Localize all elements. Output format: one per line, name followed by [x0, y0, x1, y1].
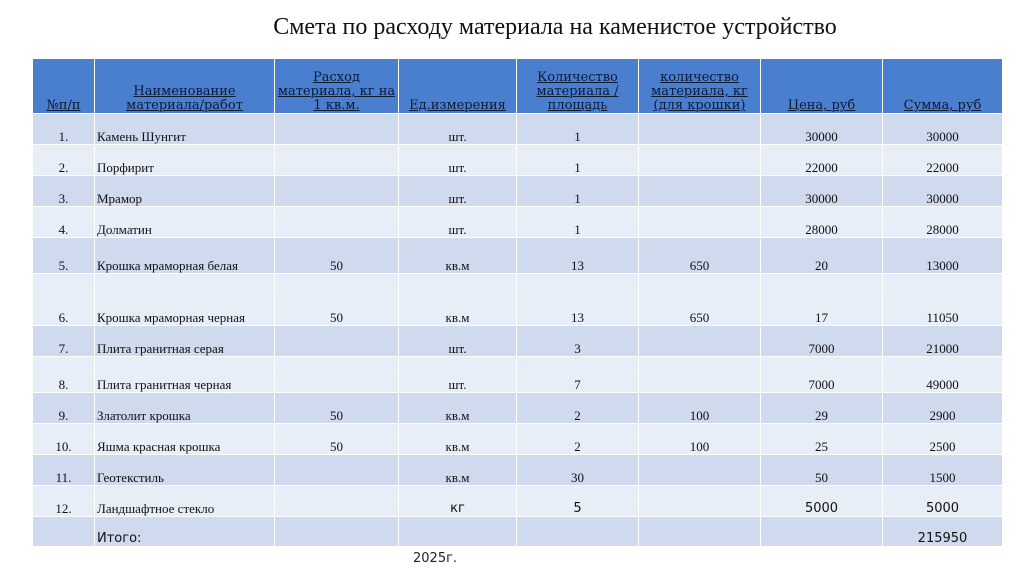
cell-sum: 2500	[883, 424, 1003, 455]
cell-num: 2.	[33, 145, 95, 176]
cell-unit: шт.	[399, 357, 517, 393]
cell-name: Яшма красная крошка	[95, 424, 275, 455]
cell-price: 25	[761, 424, 883, 455]
header-row	[33, 59, 1003, 114]
cell-unit: шт.	[399, 176, 517, 207]
cell-price: 7000	[761, 357, 883, 393]
header-rate: Расход материала, кг на 1 кв.м.	[275, 59, 399, 114]
cell-unit: кв.м	[399, 238, 517, 274]
footer-year: 2025г.	[413, 551, 458, 566]
cell-rate: 50	[275, 424, 399, 455]
cell-sum: 5000	[883, 486, 1003, 517]
cell-chips	[639, 114, 761, 145]
table-row	[33, 393, 1003, 424]
cell-chips: 100	[639, 393, 761, 424]
cell-name: Плита гранитная черная	[95, 357, 275, 393]
estimate-table-container	[32, 58, 1002, 547]
cell-num: 11.	[33, 455, 95, 486]
table-row	[33, 424, 1003, 455]
cell-name: Ландшафтное стекло	[95, 486, 275, 517]
cell-unit: шт.	[399, 145, 517, 176]
cell-name: Крошка мраморная черная	[95, 274, 275, 326]
cell-name: Златолит крошка	[95, 393, 275, 424]
cell-chips	[639, 145, 761, 176]
cell-sum: 21000	[883, 326, 1003, 357]
cell-price: 17	[761, 274, 883, 326]
cell-num: 7.	[33, 326, 95, 357]
cell-price: 5000	[761, 486, 883, 517]
cell-rate: 50	[275, 274, 399, 326]
header-unit: Ед.измерения	[399, 59, 517, 114]
table-row	[33, 455, 1003, 486]
total-empty-cell	[399, 517, 517, 547]
cell-chips	[639, 326, 761, 357]
cell-unit: шт.	[399, 207, 517, 238]
cell-price: 30000	[761, 114, 883, 145]
cell-chips: 650	[639, 238, 761, 274]
cell-name: Геотекстиль	[95, 455, 275, 486]
cell-sum: 28000	[883, 207, 1003, 238]
table-row	[33, 326, 1003, 357]
table-row	[33, 274, 1003, 326]
total-empty-cell	[517, 517, 639, 547]
cell-sum: 1500	[883, 455, 1003, 486]
total-empty-cell	[33, 517, 95, 547]
cell-num: 6.	[33, 274, 95, 326]
cell-qty: 5	[517, 486, 639, 517]
cell-qty: 3	[517, 326, 639, 357]
table-row	[33, 145, 1003, 176]
cell-qty: 1	[517, 207, 639, 238]
cell-price: 20	[761, 238, 883, 274]
cell-rate	[275, 176, 399, 207]
cell-rate	[275, 207, 399, 238]
total-label: Итого:	[95, 517, 275, 547]
cell-sum: 49000	[883, 357, 1003, 393]
cell-price: 22000	[761, 145, 883, 176]
cell-price: 50	[761, 455, 883, 486]
cell-sum: 13000	[883, 238, 1003, 274]
cell-num: 1.	[33, 114, 95, 145]
cell-name: Порфирит	[95, 145, 275, 176]
cell-name: Плита гранитная серая	[95, 326, 275, 357]
cell-num: 12.	[33, 486, 95, 517]
cell-unit: кг	[399, 486, 517, 517]
total-empty-cell	[761, 517, 883, 547]
cell-price: 7000	[761, 326, 883, 357]
table-row	[33, 357, 1003, 393]
cell-sum: 30000	[883, 114, 1003, 145]
cell-qty: 7	[517, 357, 639, 393]
cell-unit: кв.м	[399, 424, 517, 455]
cell-num: 4.	[33, 207, 95, 238]
header-price: Цена, руб	[761, 59, 883, 114]
total-empty-cell	[275, 517, 399, 547]
cell-rate	[275, 357, 399, 393]
estimate-table	[32, 58, 1003, 547]
total-empty-cell	[639, 517, 761, 547]
cell-name: Мрамор	[95, 176, 275, 207]
header-qty: Количество материала /площадь	[517, 59, 639, 114]
cell-qty: 2	[517, 393, 639, 424]
table-row	[33, 238, 1003, 274]
cell-rate: 50	[275, 393, 399, 424]
table-row	[33, 486, 1003, 517]
cell-unit: кв.м	[399, 393, 517, 424]
cell-chips	[639, 207, 761, 238]
cell-price: 30000	[761, 176, 883, 207]
cell-name: Крошка мраморная белая	[95, 238, 275, 274]
cell-num: 10.	[33, 424, 95, 455]
table-row	[33, 176, 1003, 207]
cell-qty: 1	[517, 176, 639, 207]
cell-rate	[275, 486, 399, 517]
cell-qty: 1	[517, 145, 639, 176]
cell-num: 8.	[33, 357, 95, 393]
cell-qty: 13	[517, 274, 639, 326]
page-title: Смета по расходу материала на каменистое устройство	[273, 14, 837, 40]
cell-qty: 2	[517, 424, 639, 455]
cell-price: 29	[761, 393, 883, 424]
header-chips: количество материала, кг (для крошки)	[639, 59, 761, 114]
header-name: Наименование материала/работ	[95, 59, 275, 114]
cell-chips: 100	[639, 424, 761, 455]
cell-sum: 2900	[883, 393, 1003, 424]
total-row	[33, 517, 1003, 547]
cell-chips	[639, 486, 761, 517]
cell-num: 5.	[33, 238, 95, 274]
cell-qty: 1	[517, 114, 639, 145]
cell-chips	[639, 357, 761, 393]
cell-num: 9.	[33, 393, 95, 424]
cell-name: Долматин	[95, 207, 275, 238]
table-row	[33, 114, 1003, 145]
cell-rate	[275, 145, 399, 176]
cell-rate: 50	[275, 238, 399, 274]
table-row	[33, 207, 1003, 238]
cell-qty: 13	[517, 238, 639, 274]
cell-unit: шт.	[399, 326, 517, 357]
cell-chips	[639, 455, 761, 486]
cell-chips	[639, 176, 761, 207]
header-num: №п/п	[33, 59, 95, 114]
cell-num: 3.	[33, 176, 95, 207]
cell-chips: 650	[639, 274, 761, 326]
cell-rate	[275, 326, 399, 357]
cell-sum: 11050	[883, 274, 1003, 326]
cell-sum: 30000	[883, 176, 1003, 207]
cell-unit: кв.м	[399, 455, 517, 486]
cell-sum: 22000	[883, 145, 1003, 176]
cell-unit: шт.	[399, 114, 517, 145]
header-sum: Сумма, руб	[883, 59, 1003, 114]
cell-rate	[275, 455, 399, 486]
total-sum: 215950	[883, 517, 1003, 547]
cell-price: 28000	[761, 207, 883, 238]
cell-unit: кв.м	[399, 274, 517, 326]
cell-qty: 30	[517, 455, 639, 486]
cell-name: Камень Шунгит	[95, 114, 275, 145]
cell-rate	[275, 114, 399, 145]
